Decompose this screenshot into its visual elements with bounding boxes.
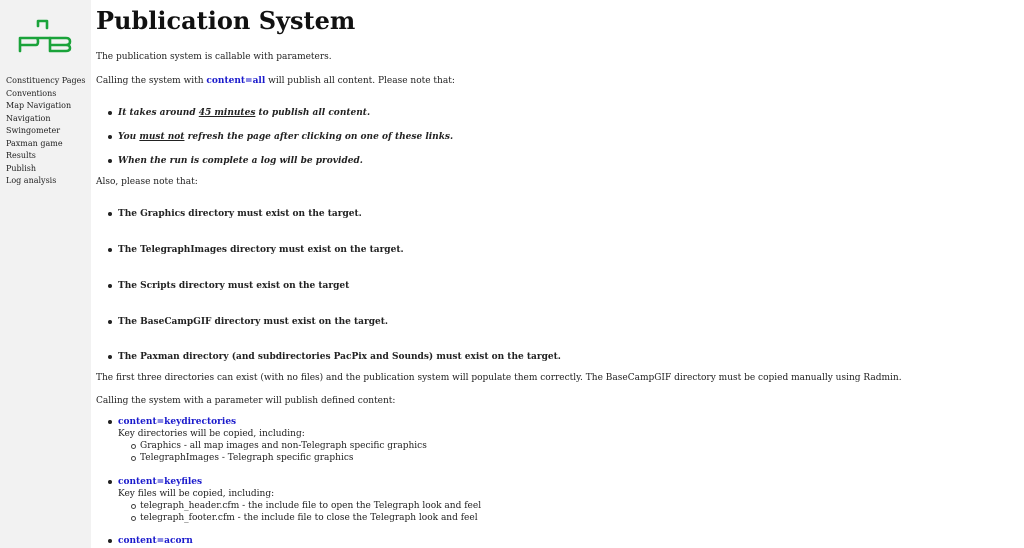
keyfiles-desc: Key files will be copied, including: xyxy=(118,489,275,499)
nav-conventions[interactable]: Conventions xyxy=(6,88,57,98)
keyfiles-item-header: telegraph_header.cfm - the include file to open the Telegraph look and feel xyxy=(140,501,482,511)
keydirs-desc: Key directories will be copied, including: xyxy=(118,429,305,439)
req-graphics: The Graphics directory must exist on the target. xyxy=(118,209,362,219)
note-duration-time: 45 minutes xyxy=(198,108,256,118)
intro-text: The publication system is callable with parameters. xyxy=(96,52,332,62)
note-duration-a: It takes around xyxy=(118,108,199,118)
calling-all-prefix: Calling the system with xyxy=(96,76,207,86)
nav-map-navigation[interactable]: Map Navigation xyxy=(6,101,72,110)
nav-paxman-game[interactable]: Paxman game xyxy=(6,138,63,148)
note-no-refresh xyxy=(118,132,453,142)
nav-log-analysis[interactable]: Log analysis xyxy=(6,176,57,185)
keydirs-item-graphics: Graphics - all map images and non-Telegraph specific graphics xyxy=(140,441,427,451)
note-no-refresh-a: You xyxy=(118,132,140,142)
content-keyfiles-link[interactable]: content=keyfiles xyxy=(118,477,203,487)
page-title: Publication System xyxy=(96,6,356,35)
content-acorn-link[interactable]: content=acorn xyxy=(118,536,193,546)
param-acorn xyxy=(118,536,193,546)
note-log: When the run is complete a log will be provided. xyxy=(118,156,363,166)
note-duration-b: to publish all content. xyxy=(255,108,371,118)
req-scripts: The Scripts directory must exist on the target xyxy=(118,281,350,291)
nav-publish[interactable]: Publish xyxy=(6,163,37,173)
sidebar-nav xyxy=(6,75,86,188)
keydirs-item-telegraphimages: TelegraphImages - Telegraph specific graphics xyxy=(140,453,354,463)
calling-all-suffix: will publish all content. Please note that: xyxy=(265,76,455,86)
param-keydirectories xyxy=(118,417,236,427)
note-no-refresh-emph: must not xyxy=(139,132,185,142)
note-duration xyxy=(118,108,370,118)
keyfiles-item-footer: telegraph_footer.cfm - the include file to close the Telegraph look and feel xyxy=(140,513,478,523)
content-keydirectories-link[interactable]: content=keydirectories xyxy=(118,417,237,427)
nav-navigation[interactable]: Navigation xyxy=(6,113,51,123)
param-keyfiles xyxy=(118,477,202,487)
req-paxman: The Paxman directory (and subdirectories PacPix and Sounds) must exist on the target. xyxy=(118,352,561,362)
after-note: The first three directories can exist (with no files) and the publication system will populate them correctly. The BaseCampGIF directory must be copied manually using Radmin. xyxy=(96,373,902,383)
note-no-refresh-b: refresh the page after clicking on one of these links. xyxy=(184,132,454,142)
nav-results[interactable]: Results xyxy=(6,151,36,160)
nav-constituency-pages[interactable]: Constituency Pages xyxy=(6,76,86,85)
params-intro: Calling the system with a parameter will publish defined content: xyxy=(96,396,396,406)
req-telegraph-images: The TelegraphImages directory must exist on the target. xyxy=(118,245,404,255)
sidebar xyxy=(0,0,91,548)
content-all-link[interactable]: content=all xyxy=(206,76,266,86)
pb-logo[interactable] xyxy=(16,18,74,54)
nav-swingometer[interactable]: Swingometer xyxy=(6,126,61,135)
req-basecampgif: The BaseCampGIF directory must exist on the target. xyxy=(118,317,389,327)
calling-all-text xyxy=(96,76,455,86)
also-text: Also, please note that: xyxy=(96,177,198,187)
